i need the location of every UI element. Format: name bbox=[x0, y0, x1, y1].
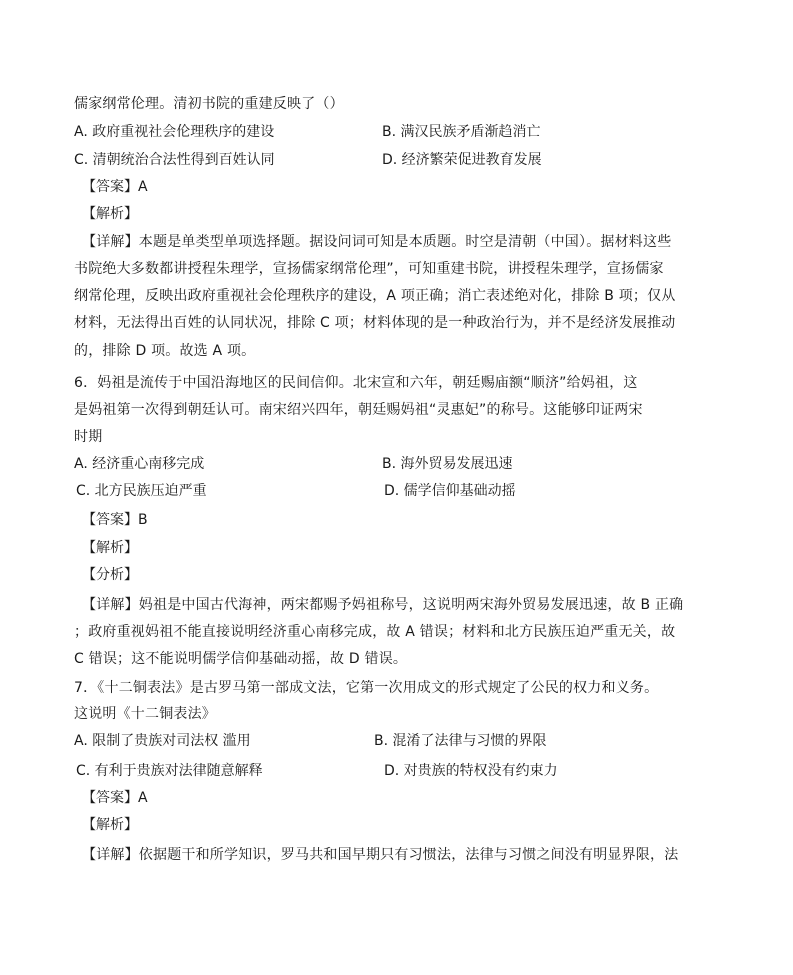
q5-detail-line: 书院绝大多数都讲授程朱理学，宣扬儒家纲常伦理”，可知重建书院，讲授程朱理学，宣扬儒家 bbox=[74, 261, 664, 277]
q6-stem-line: 时期 bbox=[74, 429, 103, 445]
q6-fenxi: 【分析】 bbox=[82, 567, 138, 583]
q6-stem-line: 是妈祖第一次得到朝廷认可。南宋绍兴四年，朝廷赐妈祖“灵惠妃”的称号。这能够印证两宋 bbox=[74, 402, 643, 418]
q7-answer: 【答案】A bbox=[82, 790, 148, 806]
q6-stem-line: 6．妈祖是流传于中国沿海地区的民间信仰。北宋宣和六年，朝廷赐庙额“顺济”给妈祖，这 bbox=[74, 375, 638, 391]
q5-option-d: D. 经济繁荣促进教育发展 bbox=[382, 152, 542, 168]
q7-option-a: A. 限制了贵族对司法权 滥用 bbox=[74, 733, 251, 749]
q7-detail-line: 【详解】依据题干和所学知识，罗马共和国早期只有习惯法，法律与习惯之间没有明显界限，法 bbox=[82, 847, 679, 863]
q5-answer: 【答案】A bbox=[82, 179, 148, 195]
q6-jiexi: 【解析】 bbox=[82, 540, 138, 556]
q5-option-a: A. 政府重视社会伦理秩序的建设 bbox=[74, 124, 275, 140]
q5-detail-line: 的，排除 D 项。故选 A 项。 bbox=[74, 343, 256, 359]
q5-detail-line: 纲常伦理，反映出政府重视社会伦理秩序的建设，A 项正确；消亡表述绝对化，排除 B 项；仅从 bbox=[74, 288, 676, 304]
q6-option-b: B. 海外贸易发展迅速 bbox=[382, 456, 513, 472]
q7-stem-line: 7．《十二铜表法》是古罗马第一部成文法，它第一次用成文的形式规定了公民的权力和义务。 bbox=[74, 680, 659, 696]
q5-jiexi: 【解析】 bbox=[82, 206, 138, 222]
q5-stem: 儒家纲常伦理。清初书院的重建反映了（） bbox=[74, 96, 344, 112]
q7-option-d: D. 对贵族的特权没有约束力 bbox=[384, 763, 558, 779]
q5-detail-line: 材料，无法得出百姓的认同状况，排除 C 项；材料体现的是一种政治行为，并不是经济发展推动 bbox=[74, 315, 676, 331]
q6-detail-line: ；政府重视妈祖不能直接说明经济重心南移完成，故 A 错误；材料和北方民族压迫严重无关，故 bbox=[74, 624, 676, 640]
q6-detail-line: C 错误；这不能说明儒学信仰基础动摇，故 D 错误。 bbox=[74, 651, 408, 667]
q7-stem-line: 这说明《十二铜表法》 bbox=[74, 706, 216, 722]
q5-option-c: C. 清朝统治合法性得到百姓认同 bbox=[74, 152, 275, 168]
q5-option-b: B. 满汉民族矛盾渐趋消亡 bbox=[382, 124, 541, 140]
q6-answer: 【答案】B bbox=[82, 512, 148, 528]
q6-option-a: A. 经济重心南移完成 bbox=[74, 456, 205, 472]
q7-option-b: B. 混淆了法律与习惯的界限 bbox=[374, 733, 547, 749]
q6-option-d: D. 儒学信仰基础动摇 bbox=[384, 483, 516, 499]
q7-jiexi: 【解析】 bbox=[82, 817, 138, 833]
q5-detail-line: 【详解】本题是单类型单项选择题。据设问词可知是本质题。时空是清朝（中国）。据材料这些 bbox=[82, 234, 672, 250]
q6-option-c: C. 北方民族压迫严重 bbox=[76, 483, 207, 499]
q6-detail-line: 【详解】妈祖是中国古代海神，两宋都赐予妈祖称号，这说明两宋海外贸易发展迅速，故 B 正确 bbox=[82, 597, 684, 613]
q7-option-c: C. 有利于贵族对法律随意解释 bbox=[76, 763, 263, 779]
